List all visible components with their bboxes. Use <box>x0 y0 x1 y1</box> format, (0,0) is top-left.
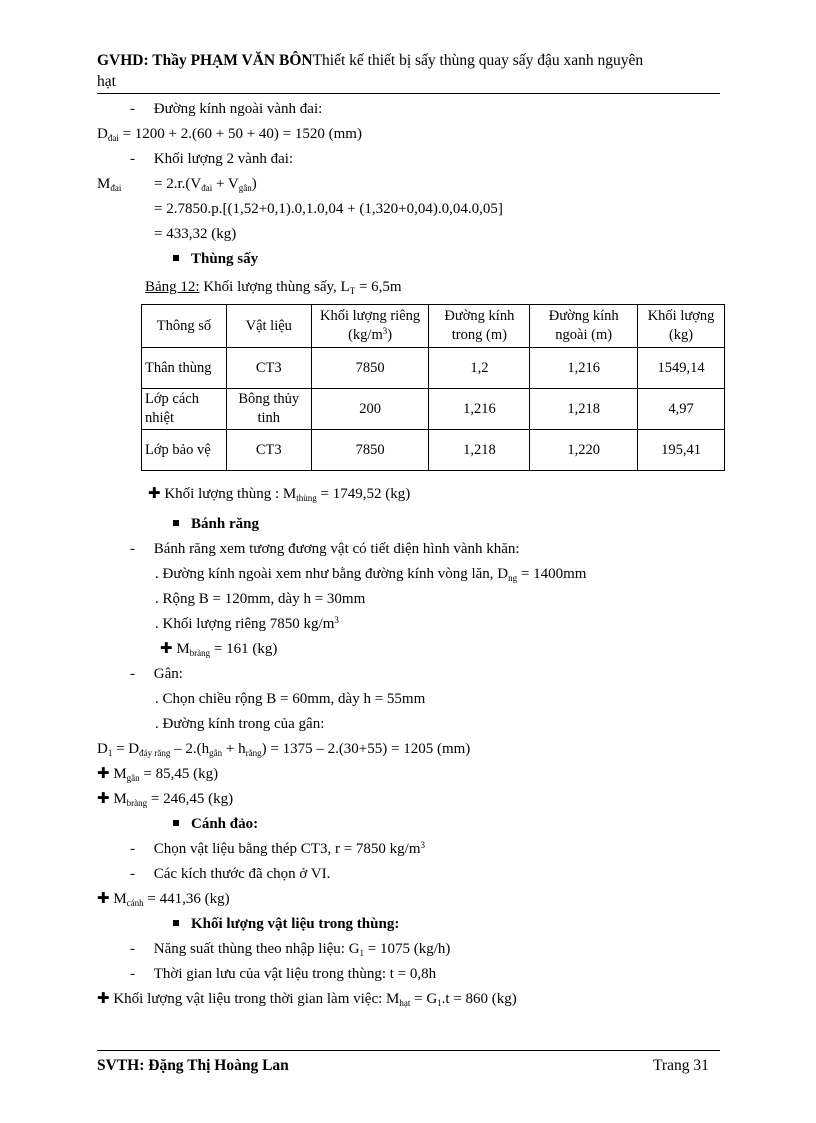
line-outer-diameter-formula: $D_{đai} = 1200 + 2.(60 + 50 + 40) = 1520$ (mm) <box>97 126 362 143</box>
line-rib-diameter-formula: $D_1 = D_{đáy răng} - 2.(h_{gân} + h_{răng}) = 1375 - 2.(30+55) = 1205$ (mm) <box>97 741 471 758</box>
line-gear-desc: - Bánh răng xem tương đương vật có tiết diện hình vành khăn: <box>130 541 520 557</box>
bullet-icon <box>173 520 179 526</box>
footer-rule <box>97 1050 720 1051</box>
table-caption: Bảng 12: Khối lượng thùng sấy, $L_T = 6,5m$ <box>145 279 402 296</box>
line-rib-mass: ✚ $M_{gân} = 85,45$ (kg) <box>97 766 219 783</box>
bullet-icon <box>173 255 179 261</box>
line-gear-outer-diameter: . Đường kính ngoài xem như bằng đường kính vòng lăn, $D_{ng} = 1400mm$ <box>155 566 587 583</box>
footer-svth: SVTH: Đặng Thị Hoàng Lan <box>97 1057 289 1074</box>
bullet-icon <box>173 820 179 826</box>
col-header-outer-diameter: Đường kính ngoài (m) <box>530 305 638 348</box>
line-drum-mass: ✚ Khối lượng thùng : $M_{thùng} = 1749,52$ (kg) <box>148 486 411 503</box>
header-rule <box>97 93 720 94</box>
line-belt-mass-calc: = 2.7850.p.[(1,52+0,1).0,1.0,04 + (1,320+0,04).0,04.0,05] <box>154 201 503 217</box>
table-header-row <box>142 305 725 348</box>
col-header-mass: Khối lượng (kg) <box>638 305 725 348</box>
col-header-material: Vật liệu <box>226 305 311 348</box>
line-rib-inner-diameter: . Đường kính trong của gân: <box>155 716 325 732</box>
header-title-line2: hạt <box>97 73 116 90</box>
line-outer-diameter-label: - Đường kính ngoài vành đai: <box>130 101 323 117</box>
line-gear-density: . Khối lượng riêng 7850 $kg/m^3$ <box>155 615 339 632</box>
section-drum: Thùng sấy <box>173 249 258 269</box>
line-gear-total-mass: ✚ $M_{bràng} = 246,45$ (kg) <box>97 791 234 808</box>
table-row: Lớp cách nhiệt Bông thủy tinh 200 1,216 1,218 4,97 <box>142 389 725 430</box>
col-header-inner-diameter: Đường kính trong (m) <box>429 305 530 348</box>
line-material-mass: ✚ Khối lượng vật liệu trong thời gian làm việc: $M_{hạt} = G_1.t = 860$ (kg) <box>97 991 517 1008</box>
line-rib-label: - Gân: <box>130 666 183 682</box>
bullet-icon <box>173 920 179 926</box>
line-belt-mass-label: - Khối lượng 2 vành đai: <box>130 151 294 167</box>
table-row: Thân thùng CT3 7850 1,2 1,216 1549,14 <box>142 348 725 389</box>
table-row: Lớp bảo vệ CT3 7850 1,218 1,220 195,41 <box>142 430 725 471</box>
col-header-param: Thông số <box>142 305 227 348</box>
line-belt-mass-symbol: $M_{đai}$ <box>97 176 122 193</box>
header-title-line1: Thiết kế thiết bị sấy thùng quay sấy đậu xanh nguyên <box>312 52 644 69</box>
line-gear-width: . Rộng B = 120mm, dày h = 30mm <box>155 591 366 607</box>
col-header-density: Khối lượng riêng $(kg/m^3)$ <box>311 305 429 348</box>
section-material-mass: Khối lượng vật liệu trong thùng: <box>173 914 399 934</box>
page-number: Trang 31 <box>653 1057 709 1074</box>
page-header <box>97 50 719 92</box>
section-gear: Bánh răng <box>173 514 259 534</box>
line-gear-mass: ✚ $M_{bràng} = 161$ (kg) <box>160 641 278 658</box>
line-belt-mass-result: = 433,32 (kg) <box>154 226 237 242</box>
line-paddle-dims: - Các kích thước đã chọn ở VI. <box>130 866 331 882</box>
drum-mass-table <box>141 304 725 471</box>
line-rib-width: . Chọn chiều rộng B = 60mm, dày h = 55mm <box>155 691 426 707</box>
line-paddle-mass: ✚ $M_{cánh} = 441,36$ (kg) <box>97 891 230 908</box>
line-throughput: - Năng suất thùng theo nhập liệu: $G_1 = 1075$ (kg/h) <box>130 941 451 958</box>
line-belt-mass-formula: = $2.r.(V_{đai} + V_{gân})$ <box>154 176 257 193</box>
line-paddle-material: - Chọn vật liệu bằng thép CT3, r = 7850 $kg/m^3$ <box>130 840 426 857</box>
line-residence-time: - Thời gian lưu của vật liệu trong thùng: t = 0,8h <box>130 966 437 982</box>
section-paddle: Cánh đảo: <box>173 814 258 834</box>
header-gvhd: GVHD: Thầy PHẠM VĂN BÔN <box>97 52 313 69</box>
